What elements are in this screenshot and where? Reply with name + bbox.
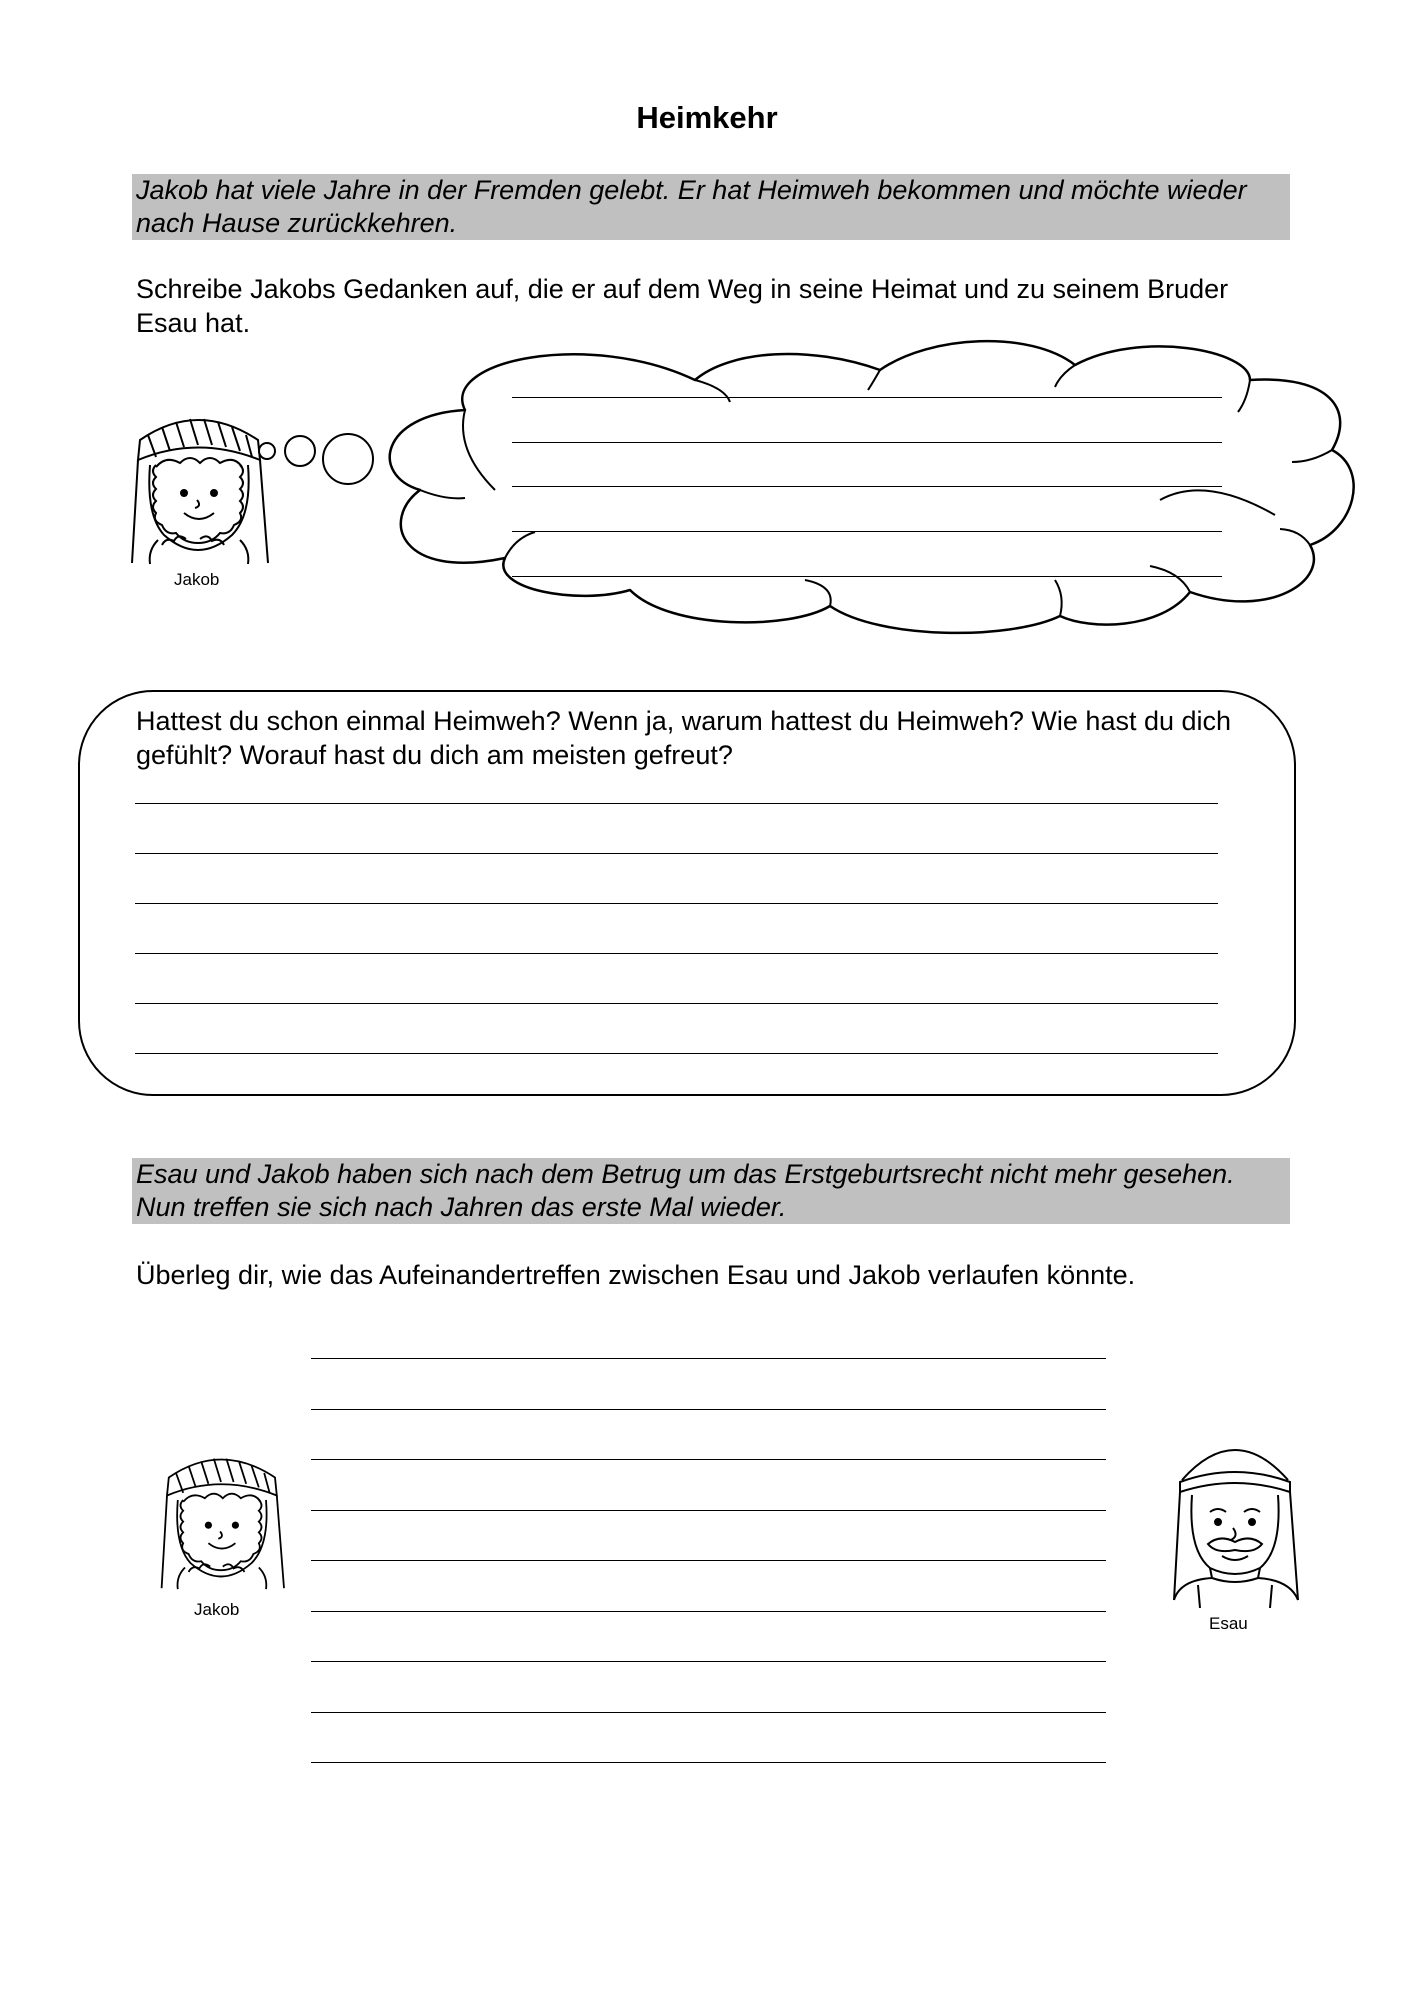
cloud-writing-line-1[interactable]: [512, 397, 1222, 398]
story-line-2[interactable]: [311, 1409, 1106, 1410]
task-text-1: Schreibe Jakobs Gedanken auf, die er auf dem Weg in seine Heimat und zu seinem Bruder Esau hat.: [136, 274, 1229, 338]
answer-line-2[interactable]: [135, 853, 1218, 854]
esau-figure-icon: [1160, 1440, 1315, 1608]
story-line-3[interactable]: [311, 1459, 1106, 1460]
intro-text-1: Jakob hat viele Jahre in der Fremden gelebt. Er hat Heimweh bekommen und möchte wieder nach Hause zurückkehren.: [132, 174, 1290, 240]
story-line-4[interactable]: [311, 1510, 1106, 1511]
thought-cloud-icon: [370, 330, 1370, 640]
thought-dots-icon: [255, 425, 380, 495]
cloud-writing-line-4[interactable]: [512, 531, 1222, 532]
cloud-writing-line-2[interactable]: [512, 442, 1222, 443]
task-text-2: Überleg dir, wie das Aufeinandertreffen zwischen Esau und Jakob verlaufen könnte.: [136, 1260, 1136, 1290]
answer-line-1[interactable]: [135, 803, 1218, 804]
cloud-writing-line-3[interactable]: [512, 486, 1222, 487]
answer-line-5[interactable]: [135, 1003, 1218, 1004]
jakob-figure-icon-2: [158, 1440, 293, 1605]
story-line-6[interactable]: [311, 1611, 1106, 1612]
story-line-7[interactable]: [311, 1661, 1106, 1662]
page-title: Heimkehr: [636, 100, 778, 135]
jakob-label-1: Jakob: [174, 570, 220, 589]
cloud-writing-line-5[interactable]: [512, 576, 1222, 577]
story-line-5[interactable]: [311, 1560, 1106, 1561]
story-line-9[interactable]: [311, 1762, 1106, 1763]
jakob-label-2: Jakob: [194, 1600, 240, 1619]
answer-line-6[interactable]: [135, 1053, 1218, 1054]
answer-line-4[interactable]: [135, 953, 1218, 954]
story-line-8[interactable]: [311, 1712, 1106, 1713]
question-text: Hattest du schon einmal Heimweh? Wenn ja, warum hattest du Heimweh? Wie hast du dich gefühlt? Worauf hast du dich am meisten gefreut?: [136, 706, 1232, 770]
story-line-1[interactable]: [311, 1358, 1106, 1359]
esau-label: Esau: [1209, 1614, 1248, 1633]
intro-text-2: Esau und Jakob haben sich nach dem Betrug um das Erstgeburtsrecht nicht mehr gesehen. Nun treffen sie sich nach Jahren das erste Mal wieder.: [132, 1158, 1290, 1224]
answer-line-3[interactable]: [135, 903, 1218, 904]
